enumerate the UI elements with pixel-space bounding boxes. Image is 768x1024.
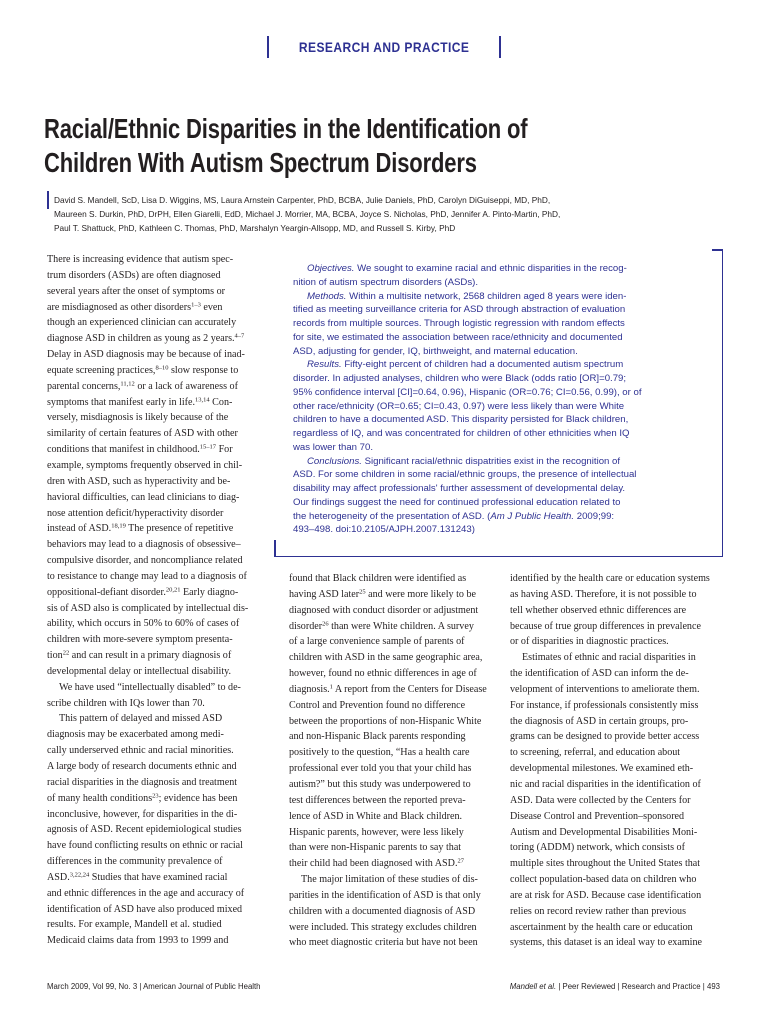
abstract-line: was lower than 70. — [293, 441, 373, 453]
abstract-line — [293, 455, 713, 469]
body-text: and can result in a primary diagnosis of — [69, 650, 232, 662]
body-line: There is increasing evidence that autism spec- — [47, 254, 234, 265]
body-text: Studies that have examined racial — [89, 871, 228, 883]
body-line: ability, which occurs in 50% to 60% of cases of — [47, 618, 240, 630]
body-line: grams can be designed to provide better access — [510, 731, 700, 743]
body-line: because of true group differences in prevalence — [510, 620, 701, 632]
body-line: children with more-severe symptom presenta- — [47, 634, 233, 646]
body-text: For — [216, 444, 233, 456]
body-line: autism?” but this study was underpowered to — [289, 778, 471, 790]
section-label: RESEARCH AND PRACTICE — [298, 39, 470, 55]
body-line — [47, 300, 279, 316]
author-list — [54, 193, 734, 235]
body-line: This pattern of delayed and missed ASD — [59, 713, 223, 725]
body-line: several years after the onset of symptoms or — [47, 285, 225, 297]
body-line: were included. This strategy excludes children — [289, 921, 477, 933]
reference-sup: 27 — [457, 857, 464, 865]
body-line: Delay in ASD diagnosis may be because of inad- — [47, 349, 245, 361]
body-line: multiple sites throughout the United States that — [510, 858, 701, 870]
abstract-line: children to have a documented ASD. This disparity persisted for Black children, — [293, 414, 629, 426]
body-line: to screening, referral, and education about — [510, 747, 681, 759]
body-line: racial disparities in the diagnosis and treatment — [47, 776, 238, 788]
body-line: between the proportions of non-Hispanic White — [289, 715, 482, 727]
body-line: relies on record review rather than previous — [510, 905, 687, 917]
body-line — [47, 395, 279, 411]
reference-sup: 15–17 — [199, 443, 217, 451]
body-line — [47, 521, 279, 537]
abstract-text: Fifty-eight percent of children had a documented autism spectrum — [341, 359, 624, 371]
body-line: Autism and Developmental Disabilities Moni- — [510, 826, 698, 838]
abstract-line: 95% confidence interval [CI]=0.64, 0.96), Hispanic (OR=0.76; CI=0.56, 0.99), or of — [293, 386, 642, 398]
footer-journal-info: March 2009, Vol 99, No. 3 | American Journal of Public Health — [47, 982, 261, 991]
body-line: For instance, if professionals consistently miss — [510, 699, 699, 711]
body-line: collect population-based data on children who — [510, 874, 697, 886]
abstract-objectives-label: Objectives. — [307, 263, 355, 274]
body-line: as having ASD. Therefore, it is not possible to — [510, 588, 697, 600]
author-line: Paul T. Shattuck, PhD, Kathleen C. Thomas, PhD, Marshalyn Yeargin-Allsopp, MD, and Russell S. Kirby, PhD — [54, 223, 456, 233]
reference-sup: 18,19 — [111, 522, 126, 530]
body-line: behaviors may lead to a diagnosis of obsessive– — [47, 539, 241, 551]
abstract-line: regardless of IQ, and was concentrated for children of other ethnicities when IQ — [293, 428, 630, 439]
body-text: The presence of repetitive — [125, 523, 234, 535]
body-text: conditions that manifest in childhood. — [47, 444, 200, 456]
body-text: than were White children. A survey — [328, 620, 474, 632]
body-line: lence of ASD in White and Black children. — [289, 810, 463, 822]
body-text: diagnosis. — [289, 683, 330, 695]
body-line: and non-Hispanic Black parents responding — [289, 731, 466, 743]
reference-sup: 1 — [329, 683, 333, 691]
authors-divider — [47, 191, 49, 209]
body-column-2 — [289, 571, 501, 951]
body-line: the diagnosis of ASD in certain groups, pro- — [510, 715, 689, 727]
body-line: havioral difficulties, can lead clinicians to diag- — [47, 491, 240, 503]
abstract-line: 493–498. doi:10.2105/AJPH.2007.131243) — [293, 524, 475, 536]
reference-sup: 11,12 — [120, 380, 135, 388]
abstract-line: records from multiple sources. Through logistic regression with random effects — [293, 318, 625, 329]
body-line: velopment of interventions to ameliorate them. — [510, 683, 700, 695]
body-text: or a lack of awareness of — [134, 380, 238, 392]
footer-page-text: | Peer Reviewed | Research and Practice | 493 — [556, 982, 720, 991]
body-line: developmental delay or intellectual disability. — [47, 665, 232, 677]
reference-sup: 26 — [322, 620, 329, 628]
body-text: diagnose ASD in children as young as 2 years. — [47, 333, 235, 345]
body-line: positively to the question, “Has a health care — [289, 747, 470, 759]
body-line — [47, 331, 279, 347]
abstract-line: other race/ethnicity (OR=0.65; CI=0.43, 0.97) were less likely than were White — [293, 400, 625, 412]
body-text: instead of ASD. — [47, 523, 112, 535]
body-column-1 — [47, 252, 279, 949]
body-line: Disease Control and Prevention–sponsored — [510, 810, 685, 822]
body-line: dren with ASD, such as hyperactivity and be- — [47, 475, 231, 487]
abstract-line: disability may affect professionals' further assessment of developmental delay. — [293, 483, 626, 494]
abstract-line — [293, 290, 713, 304]
footer-page-info — [510, 982, 720, 991]
body-line: We have used “intellectually disabled” to de- — [59, 681, 241, 693]
body-line: or of disparities in diagnostic practices. — [510, 636, 669, 648]
header-divider-left — [267, 36, 269, 58]
reference-sup: 8–10 — [155, 364, 169, 372]
reference-sup: 13,14 — [195, 396, 210, 404]
body-line: developmental milestones. We examined eth- — [510, 763, 694, 775]
body-text: their child had been diagnosed with ASD. — [289, 858, 458, 870]
body-line: similarity of certain features of ASD with other — [47, 428, 238, 440]
body-line: The major limitation of these studies of dis- — [301, 874, 478, 886]
article-title — [44, 112, 604, 180]
body-line: have found conflicting results on ethnic or racial — [47, 840, 243, 852]
body-line: diagnosed with conduct disorder or adjustment — [289, 604, 479, 616]
body-line: results. For example, Mandell et al. studied — [47, 919, 222, 931]
body-text: oppositional-defiant disorder. — [47, 586, 166, 598]
body-line — [289, 856, 501, 872]
body-line — [289, 682, 501, 698]
body-line: trum disorders (ASDs) are often diagnosed — [47, 269, 221, 281]
body-text: even — [200, 301, 223, 313]
body-line: inconclusive, however, for disparities in the di- — [47, 808, 238, 820]
body-line: scribe children with IQs lower than 70. — [47, 697, 205, 709]
body-line: found that Black children were identified as — [289, 573, 467, 584]
body-line: than were non-Hispanic parents to say that — [289, 842, 462, 854]
reference-sup: 20,21 — [165, 586, 181, 594]
body-line: nose attention deficit/hyperactivity disorder — [47, 507, 224, 519]
body-line: toring (ADDM) network, which consists of — [510, 842, 685, 854]
body-line: children with ASD in the same geographic area, — [289, 652, 483, 664]
body-line: diagnosis may be exacerbated among medi- — [47, 729, 224, 741]
abstract-line — [293, 358, 713, 372]
body-line — [47, 379, 279, 395]
body-line: and ethnic differences in the age and accuracy of — [47, 887, 245, 899]
body-line: cally underserved ethnic and racial minorities. — [47, 745, 234, 757]
reference-sup: 3,22,24 — [69, 871, 90, 879]
reference-sup: 25 — [359, 588, 366, 596]
body-line: however, found no ethnic differences in age of — [289, 668, 477, 680]
title-line: Racial/Ethnic Disparities in the Identification of — [44, 113, 528, 144]
body-line — [289, 619, 501, 635]
abstract-line: disorder. In adjusted analyses, children who were Black (odds ratio [OR]=0.79; — [293, 373, 627, 384]
body-line — [47, 442, 279, 458]
body-line — [47, 870, 279, 886]
body-text: A report from the Centers for Disease — [332, 683, 487, 695]
body-line: agnosis of ASD. Recent epidemiological studies — [47, 824, 242, 836]
body-text: Early diagno- — [180, 586, 239, 598]
body-line: ascertainment by the health care or education — [510, 921, 693, 933]
abstract-line: for site, we estimated the association between race/ethnicity and documented — [293, 331, 623, 343]
abstract-line: nition of autism spectrum disorders (ASDs). — [293, 276, 479, 288]
body-line — [47, 363, 279, 379]
body-line — [47, 648, 279, 664]
body-text: and were more likely to be — [365, 588, 477, 600]
abstract-text: the heterogeneity of the presentation of ASD. ( — [293, 510, 491, 522]
body-line: systems, this dataset is an ideal way to examine — [510, 937, 703, 949]
abstract-frame-corner — [712, 249, 722, 251]
reference-sup: 22 — [62, 649, 70, 657]
body-line — [47, 791, 279, 807]
body-line: Estimates of ethnic and racial disparities in — [522, 652, 696, 664]
body-text: of many health conditions — [47, 792, 153, 804]
body-line: the identification of ASD can inform the de- — [510, 668, 689, 680]
abstract — [293, 262, 713, 537]
author-line: Maureen S. Durkin, PhD, DrPH, Ellen Giarelli, EdD, Michael J. Morrier, MA, BCBA, Joyce S. Nicholas, PhD, Jennifer A. Pinto-Martin, PhD, — [54, 209, 561, 219]
body-line: nic and racial disparities in the identification of — [510, 778, 701, 790]
body-line: identification of ASD have also produced mixed — [47, 903, 243, 915]
body-line: test differences between the reported preva- — [289, 794, 466, 806]
reference-sup: 1–3 — [191, 301, 201, 309]
body-text: are misdiagnosed as other disorders — [47, 301, 192, 313]
body-line: identified by the health care or education systems — [510, 573, 710, 584]
body-column-3 — [510, 571, 730, 951]
abstract-conclusions-label: Conclusions. — [307, 455, 362, 467]
abstract-text: Within a multisite network, 2568 children aged 8 years were iden- — [346, 290, 627, 302]
body-line: are at risk for ASD. Because case identification — [510, 889, 702, 901]
abstract-line — [293, 262, 713, 276]
header-divider-right — [499, 36, 501, 58]
body-line: children with a documented diagnosis of ASD — [289, 905, 476, 917]
body-line: versely, misdiagnosis is likely because of the — [47, 412, 229, 424]
body-text: slow response to — [168, 364, 239, 376]
body-line: Control and Prevention found no difference — [289, 699, 466, 711]
body-line — [289, 587, 501, 603]
body-line: sis of ASD also is complicated by intellectual dis- — [47, 602, 249, 614]
body-line: A large body of research documents ethnic and — [47, 761, 237, 772]
body-line — [47, 585, 279, 601]
abstract-line: ASD. For some children in some racial/ethnic groups, the presence of intellectual — [293, 469, 637, 481]
reference-sup: 4–7 — [234, 332, 245, 340]
abstract-methods-label: Methods. — [307, 290, 347, 302]
body-line: to resistance to change may lead to a diagnosis of — [47, 570, 247, 582]
abstract-line — [293, 510, 713, 524]
body-line: example, symptoms frequently observed in chil- — [47, 459, 243, 471]
body-text: having ASD later — [289, 588, 360, 600]
abstract-text: Significant racial/ethnic dispatrities exist in the recognition of — [361, 455, 621, 467]
body-line: Medicaid claims data from 1993 to 1999 and — [47, 935, 229, 947]
body-text: ASD. — [47, 871, 70, 883]
body-text: ; evidence has been — [158, 792, 238, 804]
body-line: differences in the community prevalence of — [47, 856, 223, 868]
body-text: symptoms that manifest early in life. — [47, 396, 196, 408]
section-header — [0, 36, 768, 58]
abstract-line: ASD, adjusting for gender, IQ, birthweight, and maternal education. — [293, 345, 578, 357]
footer-author: Mandell et al. — [509, 982, 557, 991]
body-line: Hispanic parents, however, were less likely — [289, 826, 464, 838]
abstract-text: We sought to examine racial and ethnic disparities in the recog- — [354, 263, 627, 274]
citation-journal: Am J Public Health. — [490, 510, 575, 522]
author-line: David S. Mandell, ScD, Lisa D. Wiggins, MS, Laura Arnstein Carpenter, PhD, BCBA, Julie Daniels, PhD, Carolyn DiGuiseppi, MD, PhD, — [54, 195, 551, 205]
abstract-text: 2009;99: — [574, 510, 615, 522]
body-text: equate screening practices, — [47, 364, 156, 376]
body-line: parities in the identification of ASD is that only — [289, 889, 481, 901]
abstract-results-label: Results. — [307, 359, 342, 371]
abstract-line: tified as meeting surveillance criteria for ASD through abstraction of evaluation — [293, 304, 626, 316]
body-line: though an experienced clinician can accurately — [47, 317, 237, 329]
body-line: who meet diagnostic criteria but have not been — [289, 937, 478, 949]
body-line: compulsive disorder, and noncompliance related — [47, 555, 243, 567]
title-line: Children With Autism Spectrum Disorders — [44, 147, 477, 178]
body-text: disorder — [289, 620, 323, 632]
body-text: tion — [47, 650, 63, 662]
body-line: tell whether observed ethnic differences are — [510, 604, 687, 616]
body-line: ASD. Data were collected by the Centers for — [510, 794, 691, 806]
reference-sup: 23 — [152, 792, 159, 800]
body-line: of a large convenience sample of parents of — [289, 636, 465, 648]
body-text: Con- — [209, 396, 233, 408]
body-line: professional ever told you that your child has — [289, 763, 472, 775]
body-text: parental concerns, — [47, 380, 121, 392]
abstract-line: Our findings suggest the need for continued professional education related to — [293, 496, 621, 508]
